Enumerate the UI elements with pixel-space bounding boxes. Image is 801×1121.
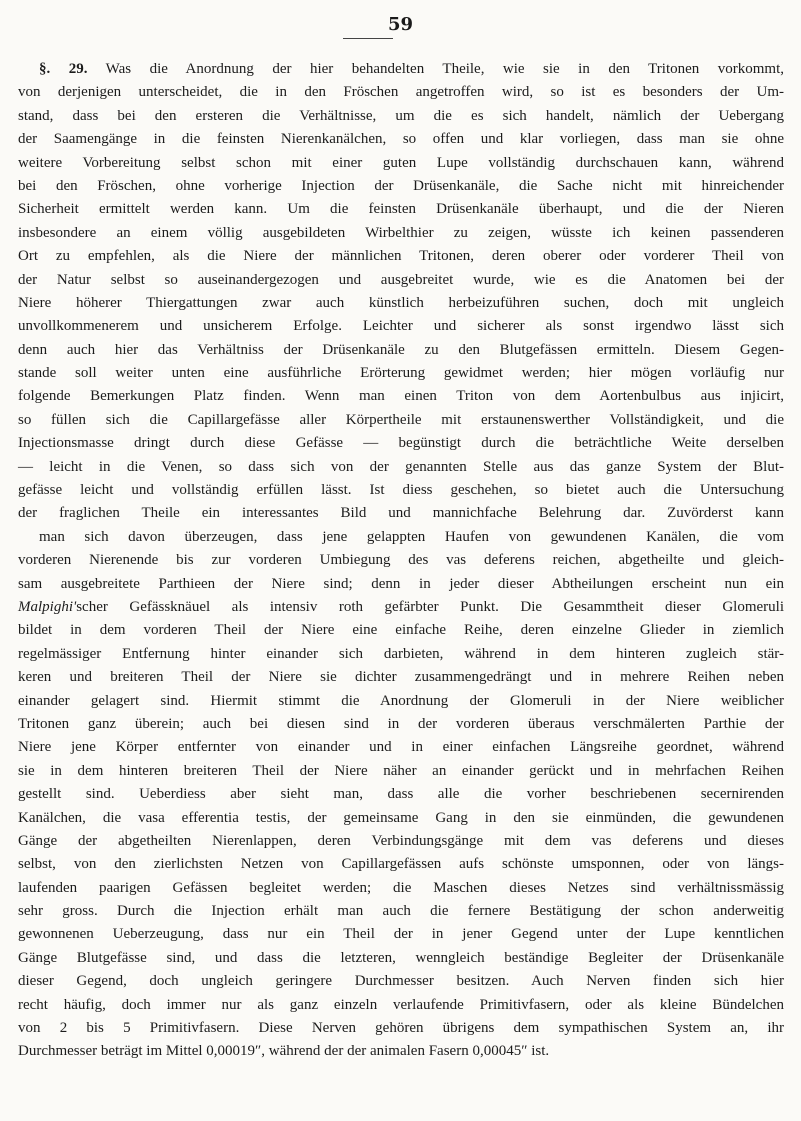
text-line: einander gelagert sind. Hiermit stimmt die Anordnung der Glomeruli in der Niere weiblicher bbox=[18, 692, 784, 709]
text-line: unvollkommenerem und unsicherem Erfolge. Leichter und sicherer als sonst irgendwo lässt sich bbox=[18, 318, 784, 335]
text-line: — leicht in die Venen, so dass sich von der genannten Stelle aus das ganze System der Blut- bbox=[18, 458, 784, 475]
text-line: Niere jene Körper entfernter von einander und in einer einfachen Längsreihe geordnet, während bbox=[18, 739, 784, 756]
text-line: vorderen Nierenende bis zur vorderen Umbiegung des vas deferens reichen, abgetheilte und gleich- bbox=[18, 552, 784, 569]
text-line: Gänge Blutgefässe sind, und dass die letzteren, wenngleich beständige Begleiter der Drüsenkanäle bbox=[18, 949, 784, 966]
text-line: stand, dass bei den ersteren die Verhältnisse, um die es sich handelt, nämlich der Uebergang bbox=[18, 107, 784, 124]
body-text bbox=[18, 58, 784, 1064]
text-line: Injectionsmasse dringt durch diese Gefässe — begünstigt durch die beträchtliche Weite derselben bbox=[18, 435, 784, 452]
text-line bbox=[18, 596, 784, 619]
text-line: man sich davon überzeugen, dass jene gelappten Haufen von gewundenen Kanälen, die vom bbox=[39, 528, 784, 545]
text-line: Kanälchen, die vasa efferentia testis, der gemeinsame Gang in den sie einmünden, die gewundenen bbox=[18, 809, 784, 826]
text-line: folgende Bemerkungen Platz finden. Wenn man einen Triton von dem Aortenbulbus aus injicirt, bbox=[18, 388, 784, 405]
text-line: Gänge der abgetheilten Nierenlappen, deren Verbindungsgänge mit dem vas deferens und dieses bbox=[18, 832, 784, 849]
text-line: sehr gross. Durch die Injection erhält man auch die fernere Bestätigung der schon anderweitig bbox=[18, 903, 784, 920]
text-line: der Saamengänge in die feinsten Nierenkanälchen, so offen und klar vorliegen, dass man sie ohne bbox=[18, 131, 784, 148]
text-line: regelmässiger Entfernung hinter einander sich darbieten, während in dem hinteren zugleich stär- bbox=[18, 645, 784, 662]
text-line: stande soll weiter unten eine ausführliche Erörterung gewidmet werden; hier mögen vorläufig nur bbox=[18, 365, 784, 382]
text-line: Durchmesser beträgt im Mittel 0,00019″, während der der animalen Fasern 0,00045″ ist. bbox=[18, 1043, 550, 1060]
text-line: dieser Gegend, doch ungleich geringere Durchmesser besitzen. Auch Nerven finden sich hier bbox=[18, 973, 784, 990]
page-number-rule bbox=[343, 38, 393, 39]
section-mark: §. 29. bbox=[39, 61, 88, 77]
text-line: gewonnenen Ueberzeugung, dass nur ein Theil der in jener Gegend unter der Lupe kenntlichen bbox=[18, 926, 784, 943]
text-line: sam ausgebreitete Parthieen der Niere sind; denn in jeder dieser Abtheilungen erscheint nun ein bbox=[18, 575, 784, 592]
text-line: bildet in dem vorderen Theil der Niere eine einfache Reihe, deren einzelne Glieder in ziemlich bbox=[18, 622, 784, 639]
text-line-rest: Was die Anordnung der hier behandelten Theile, wie sie in den Tritonen vorkommt, bbox=[87, 61, 785, 77]
text-line: keren und breiteren Theil der Niere sie dichter zusammengedrängt und in mehrere Reihen neben bbox=[18, 669, 784, 686]
text-line: denn auch hier das Verhältniss der Drüsenkanäle zu den Blutgefässen ermitteln. Diesem Gegen- bbox=[18, 341, 784, 358]
text-line: so füllen sich die Capillargefässe aller Körpertheile mit erstaunenswerther Vollständigkeit, und die bbox=[18, 411, 784, 428]
text-line: gestellt sind. Ueberdiess aber sieht man, dass alle die vorher beschriebenen secernirenden bbox=[18, 786, 784, 803]
text-line-rest: scher Gefässknäuel als intensiv roth gefärbter Punkt. Die Gesammtheit dieser Glomeruli bbox=[76, 598, 784, 615]
text-line: recht häufig, doch immer nur als ganz einzeln verlaufende Primitivfasern, oder als kleine Bündelchen bbox=[18, 996, 784, 1013]
text-line: von 2 bis 5 Primitivfasern. Diese Nerven gehören übrigens dem sympathischen System an, ihr bbox=[18, 1020, 784, 1037]
text-line: Sicherheit ermittelt werden kann. Um die feinsten Drüsenkanäle überhaupt, und die der Nieren bbox=[18, 201, 784, 218]
malpighi-name: Malpighi' bbox=[18, 598, 77, 615]
text-line: der fraglichen Theile ein interessantes Bild und mannichfache Belehrung dar. Zuvörderst kann bbox=[18, 505, 784, 522]
page-number: 59 bbox=[387, 14, 414, 35]
text-line: insbesondere an einem völlig ausgebildeten Wirbelthier zu zeigen, wüsste ich keinen passenderen bbox=[18, 224, 784, 241]
text-line bbox=[18, 58, 784, 81]
text-line: Niere höherer Thiergattungen zwar auch künstlich herbeizuführen suchen, doch mit ungleich bbox=[18, 294, 784, 311]
text-line: selbst, von den zierlichsten Netzen von Capillargefässen aufs schönste umsponnen, oder von längs- bbox=[18, 856, 784, 873]
text-line: sie in dem hinteren breiteren Theil der Niere näher an einander gerückt und in mehrfachen Reihen bbox=[18, 762, 784, 779]
text-line: laufenden paarigen Gefässen begleitet werden; die Maschen dieses Netzes sind verhältnissmässig bbox=[18, 879, 784, 896]
text-line: von derjenigen unterscheidet, die in den Fröschen angetroffen wird, so ist es besonders der Um- bbox=[18, 84, 784, 101]
text-line: bei den Fröschen, ohne vorherige Injection der Drüsenkanäle, die Sache nicht mit hinreichender bbox=[18, 177, 784, 194]
text-line: Tritonen ganz überein; auch bei diesen sind in der vorderen überaus verschmälerten Parthie der bbox=[18, 715, 784, 732]
text-line: weitere Vorbereitung selbst schon mit einer guten Lupe vollständig durchschauen kann, während bbox=[18, 154, 784, 171]
text-line: Ort zu empfehlen, als die Niere der männlichen Tritonen, deren oberer oder vorderer Theil von bbox=[18, 248, 784, 265]
text-line: gefässe leicht und vollständig erfüllen lässt. Ist diess geschehen, so bietet auch die Untersuchung bbox=[18, 482, 784, 499]
text-line: der Natur selbst so auseinandergezogen und ausgebreitet wurde, wie es die Anatomen bei der bbox=[18, 271, 784, 288]
